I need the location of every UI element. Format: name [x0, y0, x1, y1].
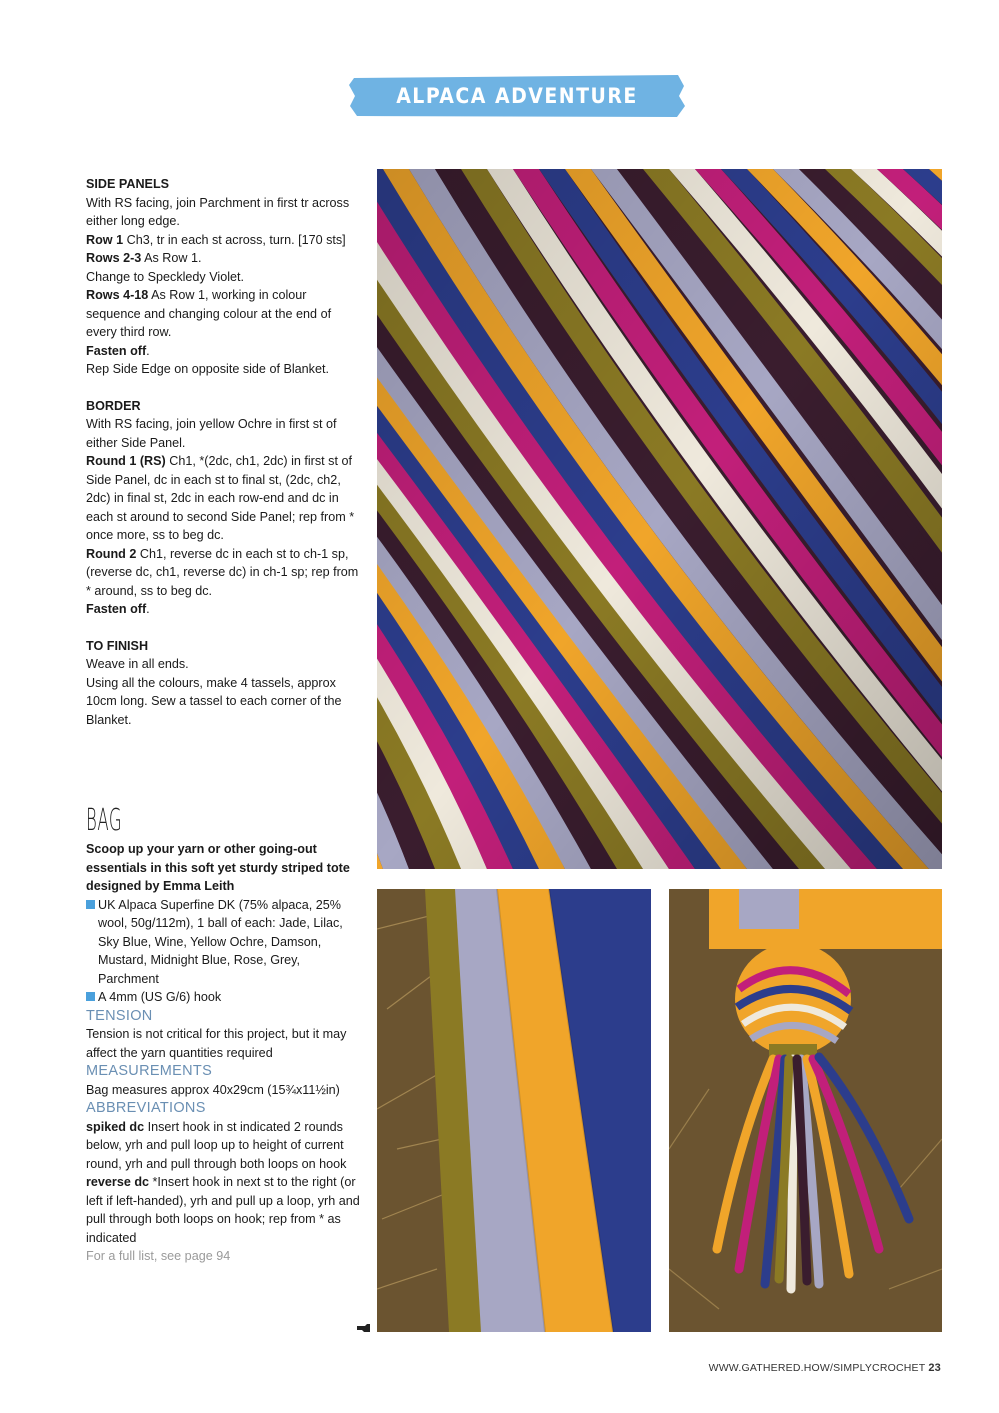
footer [709, 1362, 941, 1374]
tension-heading: TENSION [86, 1007, 153, 1024]
border-fasten-off: Fasten off. [86, 602, 150, 616]
round-2-instruction: Round 2 Ch1, reverse dc in each st to ch-1 sp, (reverse dc, ch1, reverse dc) in ch-1 sp; rep from * around, ss to beg dc. [86, 546, 359, 598]
stripe-closeup-photo [377, 889, 651, 1332]
side-panels-heading: SIDE PANELS [86, 177, 170, 191]
measurements-heading: MEASUREMENTS [86, 1063, 213, 1079]
collection-banner [348, 72, 686, 156]
rows-2-3-instruction: Rows 2-3 As Row 1. [86, 251, 202, 265]
bag-section [86, 802, 360, 1266]
tassel-photo [669, 889, 942, 1332]
abbr-reverse-dc: reverse dc *Insert hook in next st to the right (or left if left-handed), yrh and pull up a loop, yrh and pull through both loops on hook; rep from * as indicated [86, 1175, 360, 1245]
side-fasten-off: Fasten off. [86, 343, 150, 358]
pointing-hand-icon [356, 1323, 372, 1333]
finish-tassels: Using all the colours, make 4 tassels, approx 10cm long. Sew a tassel to each corner of the Blanket. [86, 675, 342, 727]
bag-title: BAG [86, 803, 123, 838]
row-1-instruction: Row 1 Ch3, tr in each st across, turn. [170 sts] [86, 232, 346, 247]
material-yarn: UK Alpaca Superfine DK (75% alpaca, 25% wool, 50g/112m), 1 ball of each: Jade, Lilac, Sky Blue, Wine, Yellow Ochre, Damson, Mustard, Midnight Blue, Rose, Grey, Parchment [86, 896, 360, 989]
round-1-instruction: Round 1 (RS) Ch1, *(2dc, ch1, 2dc) in first st of Side Panel, dc in each st to final st, (2dc, ch2, 2dc) in final st, 2dc in each row-end and dc in each st around to second Side Panel; rep from * once more, ss to beg dc. [86, 454, 355, 542]
change-colour-instruction: Change to Speckledy Violet. [86, 269, 244, 284]
border-intro: With RS facing, join yellow Ochre in first st of either Side Panel. [86, 417, 337, 450]
abbr-spiked-dc: spiked dc Insert hook in st indicated 2 rounds below, yrh and pull loop up to height of current round, yrh and pull through both loops on hook [86, 1119, 347, 1171]
blanket-photo [377, 169, 942, 869]
finish-heading: TO FINISH [86, 638, 149, 653]
page-number: 23 [928, 1362, 941, 1374]
bag-intro: Scoop up your yarn or other going-out essentials in this soft yet sturdy striped tote designed by Emma Leith [86, 842, 350, 893]
pattern-text-column [86, 175, 360, 729]
footer-url: WWW.GATHERED.HOW/SIMPLYCROCHET [708, 1362, 926, 1374]
full-list-note: For a full list, see page 94 [86, 1249, 231, 1263]
measurements-text: Bag measures approx 40x29cm (15¾x11½in) [86, 1082, 340, 1097]
banner-title: ALPACA ADVENTURE COLLECTION [396, 84, 638, 156]
rows-4-18-instruction: Rows 4-18 As Row 1, working in colour sequence and changing colour at the end of every third row. [86, 288, 332, 339]
side-repeat: Rep Side Edge on opposite side of Blanket. [86, 362, 329, 376]
finish-weave: Weave in all ends. [86, 657, 189, 671]
side-panels-intro: With RS facing, join Parchment in first tr across either long edge. [86, 195, 350, 228]
material-hook: A 4mm (US G/6) hook [86, 988, 360, 1007]
tension-text: Tension is not critical for this project, but it may affect the yarn quantities required [86, 1027, 347, 1060]
border-heading: BORDER [86, 398, 141, 413]
abbreviations-heading: ABBREVIATIONS [86, 1100, 206, 1116]
